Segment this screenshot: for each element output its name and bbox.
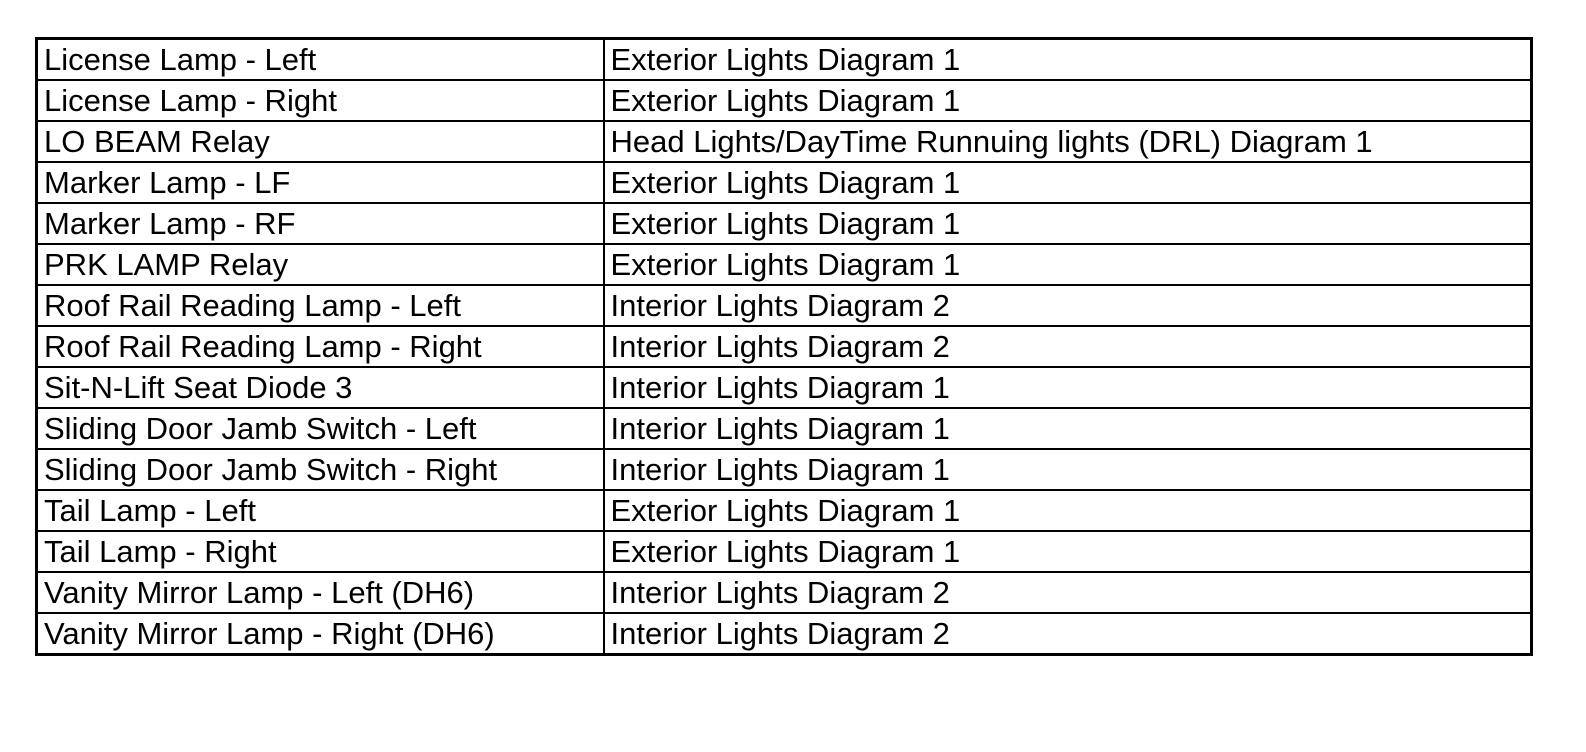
component-cell: Vanity Mirror Lamp - Right (DH6) bbox=[37, 613, 604, 655]
table-row bbox=[37, 408, 1532, 449]
component-diagram-table bbox=[35, 37, 1533, 656]
component-cell: Sliding Door Jamb Switch - Left bbox=[37, 408, 604, 449]
component-cell: Marker Lamp - LF bbox=[37, 162, 604, 203]
component-cell: License Lamp - Right bbox=[37, 80, 604, 121]
table-row bbox=[37, 203, 1532, 244]
component-cell: Tail Lamp - Left bbox=[37, 490, 604, 531]
component-cell: Tail Lamp - Right bbox=[37, 531, 604, 572]
table-row bbox=[37, 613, 1532, 655]
component-cell: License Lamp - Left bbox=[37, 39, 604, 81]
table-row bbox=[37, 244, 1532, 285]
diagram-cell: Exterior Lights Diagram 1 bbox=[604, 203, 1532, 244]
table-row bbox=[37, 490, 1532, 531]
component-cell: PRK LAMP Relay bbox=[37, 244, 604, 285]
diagram-cell: Interior Lights Diagram 2 bbox=[604, 613, 1532, 655]
diagram-cell: Exterior Lights Diagram 1 bbox=[604, 162, 1532, 203]
diagram-cell: Interior Lights Diagram 1 bbox=[604, 449, 1532, 490]
diagram-cell: Exterior Lights Diagram 1 bbox=[604, 80, 1532, 121]
table-row bbox=[37, 80, 1532, 121]
diagram-cell: Exterior Lights Diagram 1 bbox=[604, 39, 1532, 81]
diagram-cell: Interior Lights Diagram 2 bbox=[604, 572, 1532, 613]
diagram-cell: Exterior Lights Diagram 1 bbox=[604, 490, 1532, 531]
diagram-cell: Interior Lights Diagram 2 bbox=[604, 326, 1532, 367]
diagram-cell: Exterior Lights Diagram 1 bbox=[604, 244, 1532, 285]
table-row bbox=[37, 162, 1532, 203]
component-cell: Marker Lamp - RF bbox=[37, 203, 604, 244]
diagram-cell: Exterior Lights Diagram 1 bbox=[604, 531, 1532, 572]
component-cell: Roof Rail Reading Lamp - Right bbox=[37, 326, 604, 367]
table-row bbox=[37, 39, 1532, 81]
component-cell: Vanity Mirror Lamp - Left (DH6) bbox=[37, 572, 604, 613]
component-cell: Sliding Door Jamb Switch - Right bbox=[37, 449, 604, 490]
table-row bbox=[37, 572, 1532, 613]
table-row bbox=[37, 449, 1532, 490]
diagram-cell: Interior Lights Diagram 1 bbox=[604, 367, 1532, 408]
table-row bbox=[37, 121, 1532, 162]
diagram-cell: Interior Lights Diagram 2 bbox=[604, 285, 1532, 326]
diagram-cell: Interior Lights Diagram 1 bbox=[604, 408, 1532, 449]
component-cell: LO BEAM Relay bbox=[37, 121, 604, 162]
table-row bbox=[37, 531, 1532, 572]
component-cell: Sit-N-Lift Seat Diode 3 bbox=[37, 367, 604, 408]
table-row bbox=[37, 326, 1532, 367]
table-row bbox=[37, 367, 1532, 408]
table-row bbox=[37, 285, 1532, 326]
component-cell: Roof Rail Reading Lamp - Left bbox=[37, 285, 604, 326]
diagram-cell: Head Lights/DayTime Runnuing lights (DRL) Diagram 1 bbox=[604, 121, 1532, 162]
